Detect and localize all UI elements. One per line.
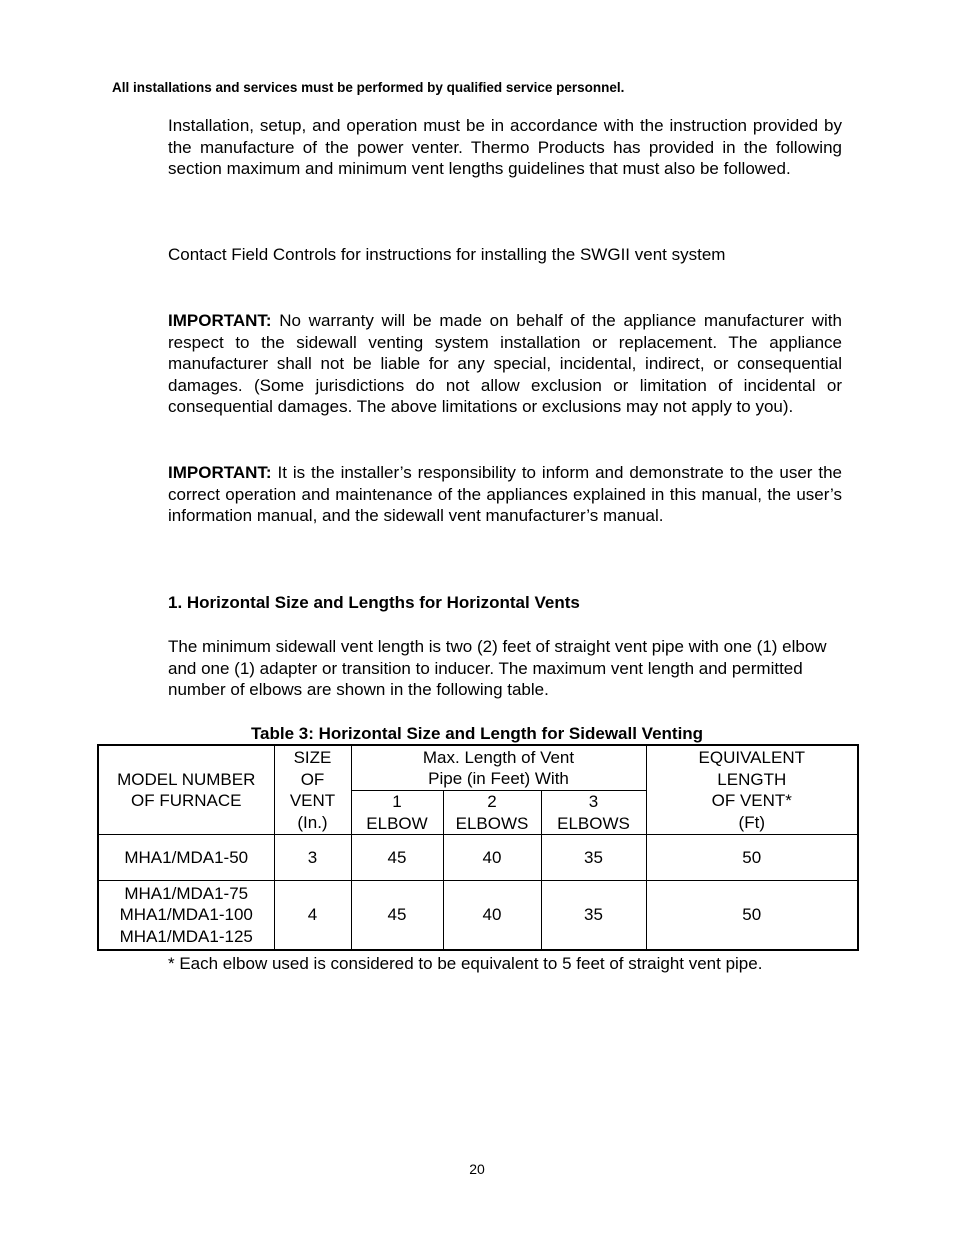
important-warranty-text: No warranty will be made on behalf of the appliance manufacturer with respect to the sidewall venting system installation or replacement. The appliance manufacturer shall not be liable for any special, incidental, indirect, or consequential damages. (Some jurisdictions do not allow exclusion or limitation of incidental or consequential damages. The above limitations or exclusions may not apply to you). xyxy=(168,311,842,417)
header-one-elbow: 1 ELBOW xyxy=(351,791,443,835)
header-two-elbows: 2 ELBOWS xyxy=(443,791,541,835)
header-note: All installations and services must be performed by qualified service personnel. xyxy=(112,80,625,95)
vent-length-table xyxy=(97,744,859,951)
model-cell: MHA1/MDA1-75 MHA1/MDA1-100 MHA1/MDA1-125 xyxy=(98,881,274,951)
important-installer-paragraph xyxy=(168,462,842,527)
table-footnote: * Each elbow used is considered to be equivalent to 5 feet of straight vent pipe. xyxy=(168,954,763,973)
table-row xyxy=(98,835,858,881)
three-elbows-cell: 35 xyxy=(541,881,646,951)
page-number: 20 xyxy=(469,1161,485,1177)
important-label: IMPORTANT: xyxy=(168,463,272,482)
header-vent-size: SIZE OF VENT (In.) xyxy=(274,745,351,835)
equivalent-length-cell: 50 xyxy=(646,835,858,881)
equivalent-length-cell: 50 xyxy=(646,881,858,951)
header-model-number: MODEL NUMBER OF FURNACE xyxy=(98,745,274,835)
table-header-row xyxy=(98,745,858,791)
vent-size-cell: 4 xyxy=(274,881,351,951)
three-elbows-cell: 35 xyxy=(541,835,646,881)
model-cell: MHA1/MDA1-50 xyxy=(98,835,274,881)
vent-size-cell: 3 xyxy=(274,835,351,881)
section-heading: 1. Horizontal Size and Lengths for Horizontal Vents xyxy=(168,593,580,612)
two-elbows-cell: 40 xyxy=(443,835,541,881)
important-label: IMPORTANT: xyxy=(168,311,272,330)
section-body-paragraph: The minimum sidewall vent length is two (2) feet of straight vent pipe with one (1) elbow and one (1) adapter or transition to inducer. The maximum vent length and permitted number of elbows are shown in the following table. xyxy=(168,637,827,700)
header-three-elbows: 3 ELBOWS xyxy=(541,791,646,835)
two-elbows-cell: 40 xyxy=(443,881,541,951)
install-instructions-paragraph: Installation, setup, and operation must be in accordance with the instruction provided by the manufacture of the power venter. Thermo Products has provided in the following section maximum and minimum vent lengths guidelines that must also be followed. xyxy=(168,116,842,179)
table-caption: Table 3: Horizontal Size and Length for Sidewall Venting xyxy=(250,724,704,743)
one-elbow-cell: 45 xyxy=(351,835,443,881)
one-elbow-cell: 45 xyxy=(351,881,443,951)
important-warranty-paragraph xyxy=(168,310,842,418)
important-installer-text: It is the installer’s responsibility to inform and demonstrate to the user the correct operation and maintenance of the appliances explained in this manual, the user’s information manual, and the sidewall vent manufacturer’s manual. xyxy=(168,463,842,526)
table-row xyxy=(98,881,858,951)
header-max-length: Max. Length of Vent Pipe (in Feet) With xyxy=(351,745,646,791)
contact-paragraph: Contact Field Controls for instructions for installing the SWGII vent system xyxy=(168,245,726,264)
header-equivalent-length: EQUIVALENT LENGTH OF VENT* (Ft) xyxy=(646,745,858,835)
